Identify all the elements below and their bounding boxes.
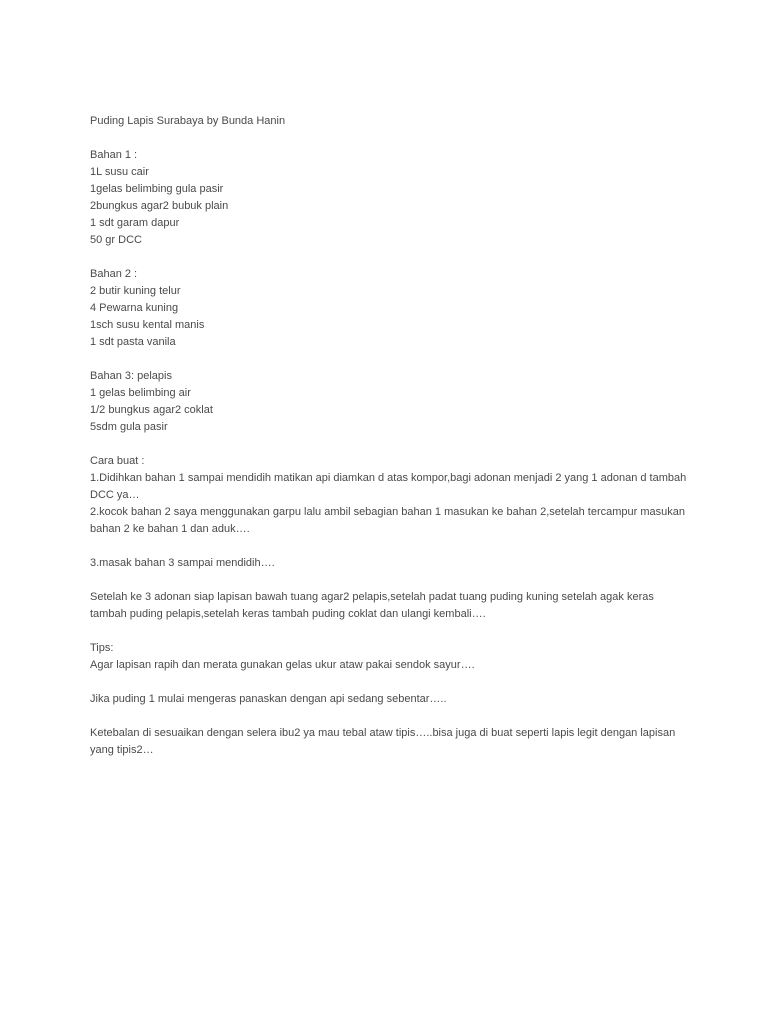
bahan2-item: 4 Pewarna kuning xyxy=(90,302,179,314)
tip-2: Jika puding 1 mulai mengeras panaskan dengan api sedang sebentar….. xyxy=(90,693,447,705)
bahan1-item: 50 gr DCC xyxy=(90,234,142,246)
bahan2-item: 1sch susu kental manis xyxy=(90,319,205,331)
bahan2-heading: Bahan 2 : xyxy=(90,268,138,280)
spacer xyxy=(90,351,690,368)
spacer xyxy=(90,436,690,453)
bahan3-item: 1 gelas belimbing air xyxy=(90,387,191,399)
bahan3-item: 5sdm gula pasir xyxy=(90,421,168,433)
bahan1-item: 1 sdt garam dapur xyxy=(90,217,180,229)
spacer xyxy=(90,708,690,725)
cara-step-2: 2.kocok bahan 2 saya menggunakan garpu lalu ambil sebagian bahan 1 masukan ke bahan 2,setelah tercampur masukan bahan 2 ke bahan 1 dan aduk…. xyxy=(90,506,686,535)
cara-heading: Cara buat : xyxy=(90,455,145,467)
spacer xyxy=(90,538,690,555)
bahan2-item: 1 sdt pasta vanila xyxy=(90,336,176,348)
spacer xyxy=(90,572,690,589)
bahan3-heading: Bahan 3: pelapis xyxy=(90,370,172,382)
bahan2-item: 2 butir kuning telur xyxy=(90,285,181,297)
document-body xyxy=(90,113,690,759)
spacer xyxy=(90,130,690,147)
bahan1-item: 2bungkus agar2 bubuk plain xyxy=(90,200,229,212)
bahan1-item: 1gelas belimbing gula pasir xyxy=(90,183,224,195)
spacer xyxy=(90,674,690,691)
tip-1: Agar lapisan rapih dan merata gunakan gelas ukur ataw pakai sendok sayur…. xyxy=(90,659,475,671)
recipe-title: Puding Lapis Surabaya by Bunda Hanin xyxy=(90,115,286,127)
bahan1-item: 1L susu cair xyxy=(90,166,149,178)
tip-3: Ketebalan di sesuaikan dengan selera ibu2 ya mau tebal ataw tipis…..bisa juga di buat seperti lapis legit dengan lapisan yang tipis2… xyxy=(90,727,676,756)
cara-step-3: 3.masak bahan 3 sampai mendidih…. xyxy=(90,557,275,569)
cara-step-4: Setelah ke 3 adonan siap lapisan bawah tuang agar2 pelapis,setelah padat tuang puding kuning setelah agak keras tambah puding pelapis,setelah keras tambah puding coklat dan ulangi kembali…. xyxy=(90,591,654,620)
spacer xyxy=(90,249,690,266)
tips-heading: Tips: xyxy=(90,642,114,654)
bahan1-heading: Bahan 1 : xyxy=(90,149,138,161)
spacer xyxy=(90,623,690,640)
cara-step-1: 1.Didihkan bahan 1 sampai mendidih matikan api diamkan d atas kompor,bagi adonan menjadi 2 yang 1 adonan d tambah DCC ya… xyxy=(90,472,687,501)
bahan3-item: 1/2 bungkus agar2 coklat xyxy=(90,404,213,416)
